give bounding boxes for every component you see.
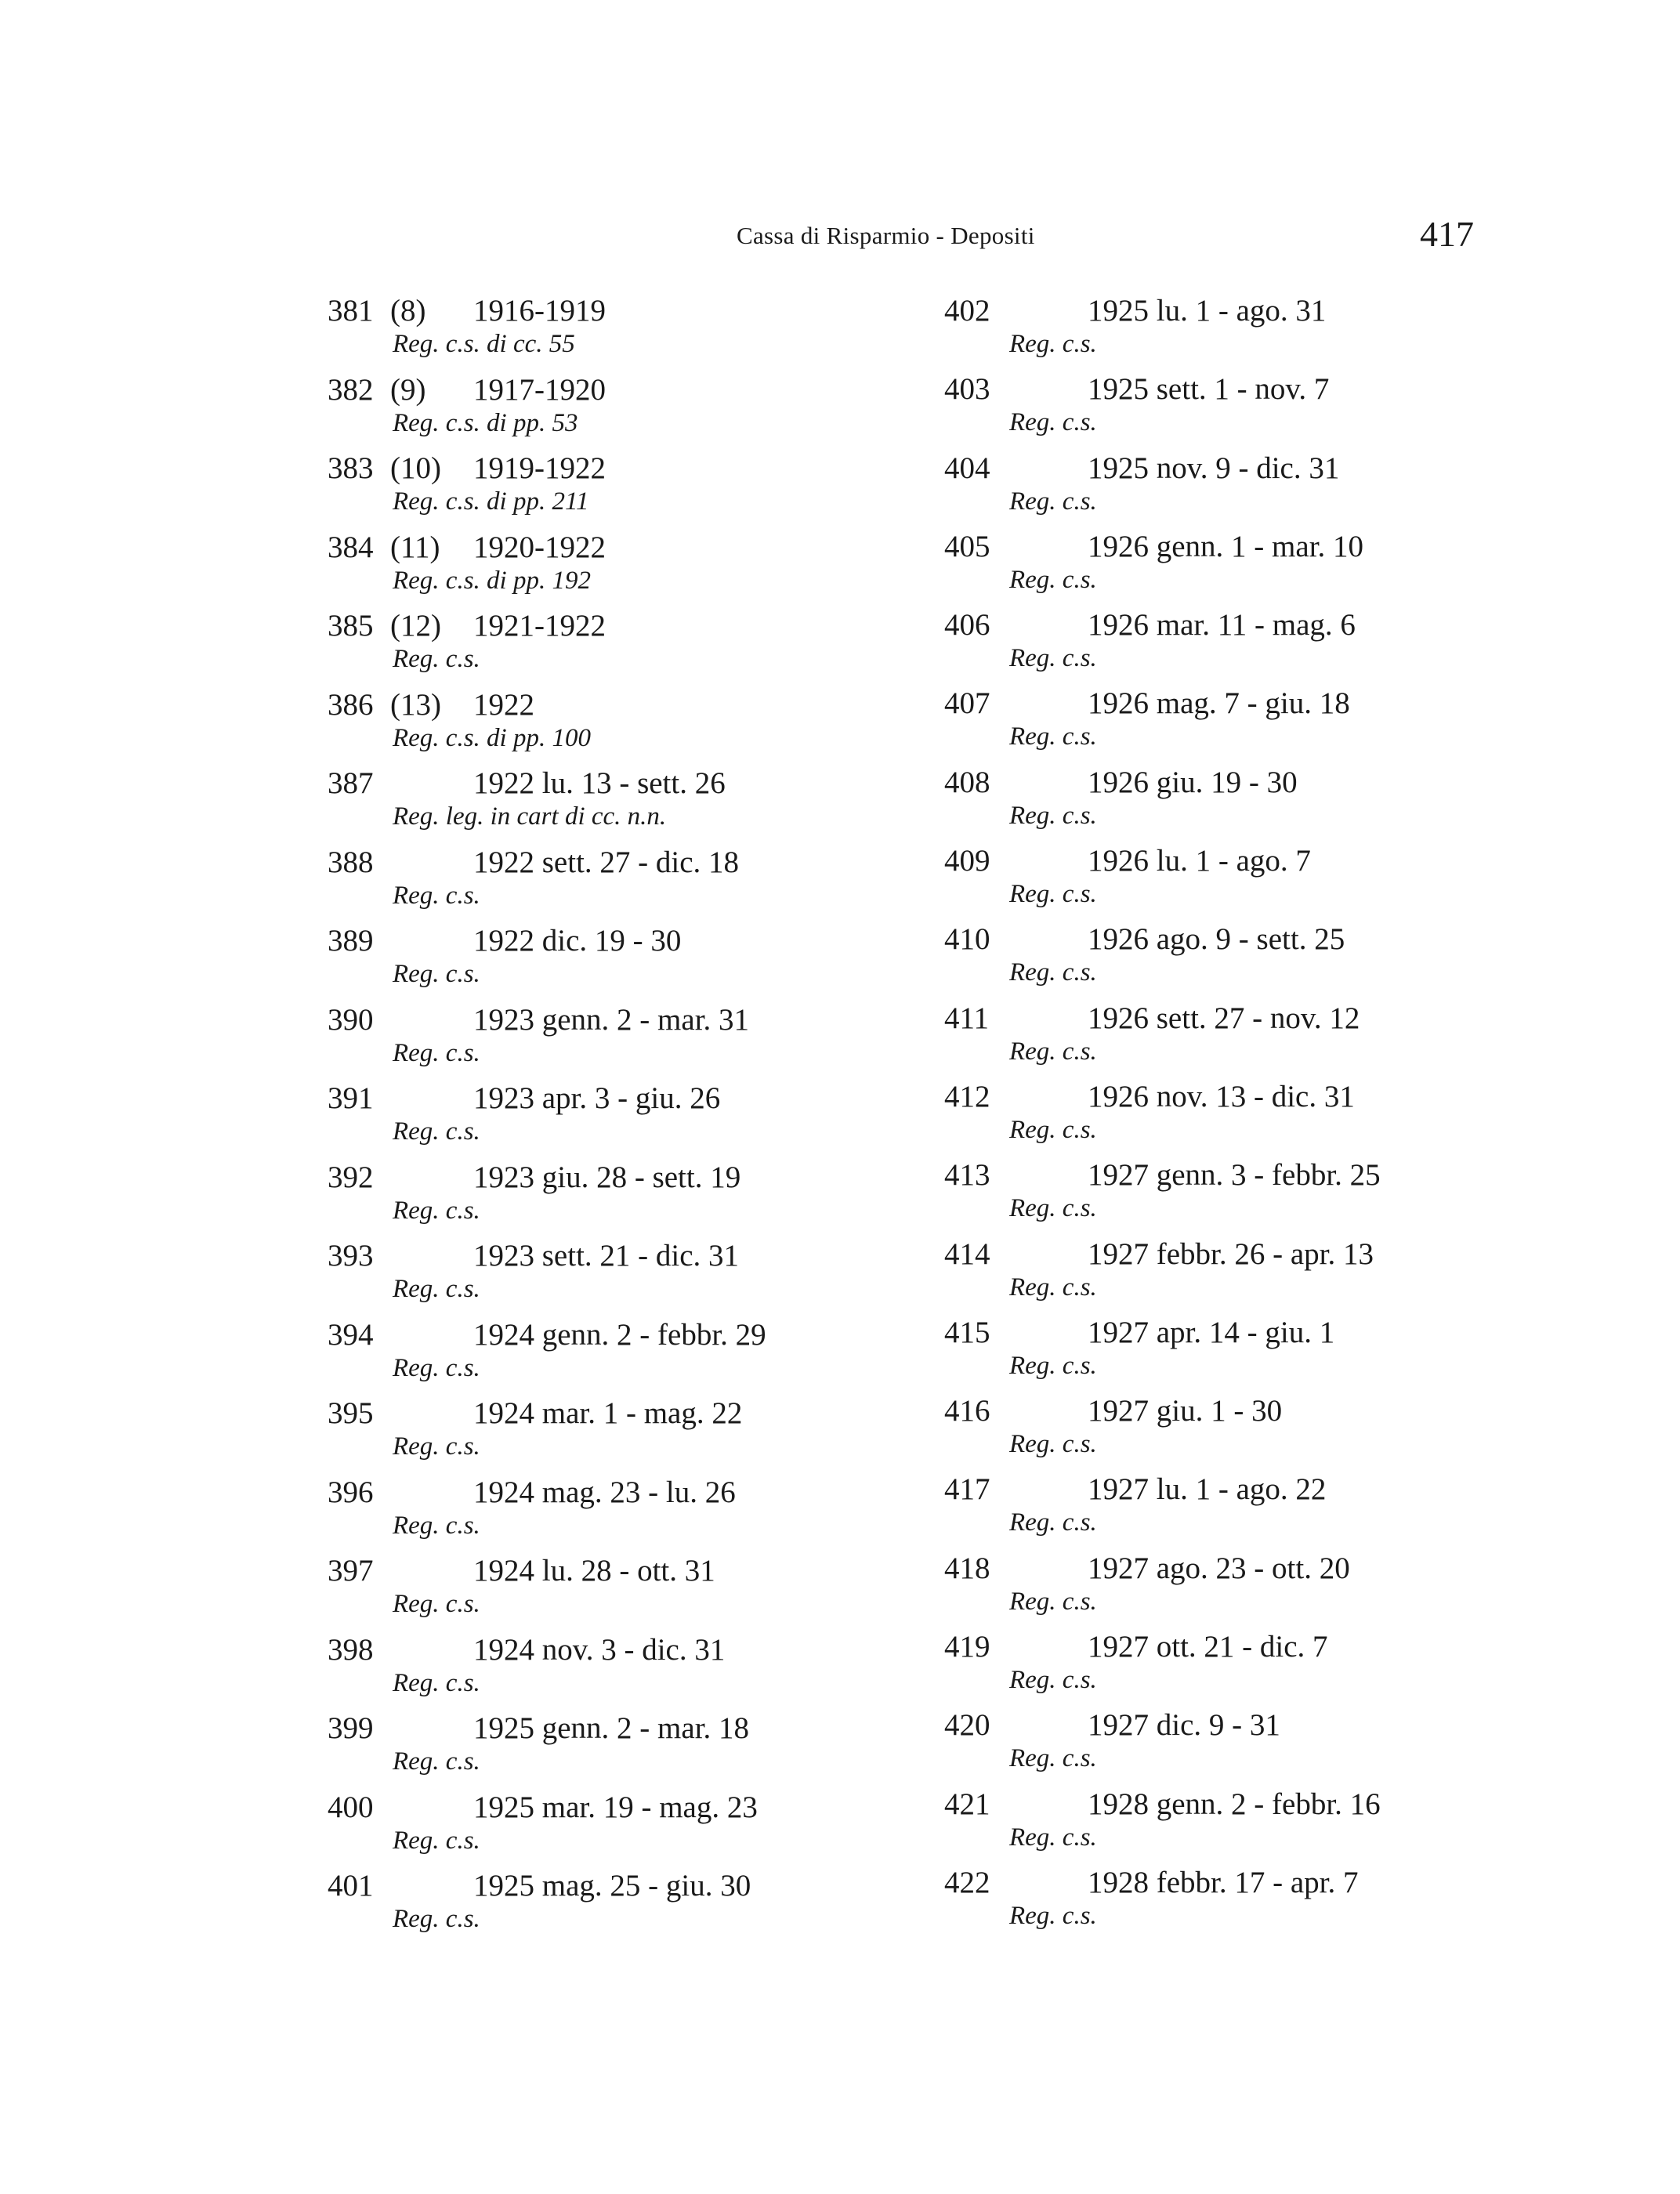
entry-date-range: 1925 lu. 1 - ago. 31	[1088, 294, 1327, 328]
entry-description: Reg. c.s.	[1009, 722, 1097, 751]
entry-description: Reg. c.s. di pp. 211	[393, 487, 589, 516]
entry-date-range: 1928 febbr. 17 - apr. 7	[1088, 1865, 1359, 1899]
entry-date-range: 1926 mar. 11 - mag. 6	[1088, 608, 1356, 643]
entry-description: Reg. c.s.	[1009, 1430, 1097, 1459]
entry-subnumber: (13)	[390, 687, 441, 722]
entry-description: Reg. c.s.	[393, 1117, 480, 1146]
entry-description: Reg. c.s.	[1009, 1901, 1097, 1930]
entry-date-range: 1923 sett. 21 - dic. 31	[473, 1239, 740, 1273]
entry-description: Reg. c.s.	[1009, 1666, 1097, 1695]
entry-date-range: 1926 nov. 13 - dic. 31	[1088, 1079, 1355, 1113]
entry-description: Reg. c.s.	[1009, 408, 1097, 437]
entry-date-range: 1927 febbr. 26 - apr. 13	[1088, 1236, 1374, 1271]
entry-date-range: 1927 genn. 3 - febbr. 25	[1088, 1158, 1381, 1193]
entry-description: Reg. c.s.	[1009, 565, 1097, 594]
entry-number: 400	[328, 1790, 374, 1824]
entry-number: 406	[944, 608, 990, 643]
entry-description: Reg. c.s.	[1009, 1194, 1097, 1223]
entry-number: 413	[944, 1158, 990, 1193]
entry-subnumber: (12)	[390, 609, 441, 643]
entry-date-range: 1924 mag. 23 - lu. 26	[473, 1475, 736, 1509]
entry-date-range: 1926 lu. 1 - ago. 7	[1088, 844, 1311, 878]
entry-number: 381	[328, 294, 374, 328]
entry-number: 409	[944, 844, 990, 878]
entry-description: Reg. c.s.	[393, 1196, 480, 1225]
entry-number: 407	[944, 686, 990, 721]
entry-description: Reg. c.s. di cc. 55	[393, 330, 575, 358]
entry-date-range: 1927 giu. 1 - 30	[1088, 1394, 1283, 1428]
entry-number: 393	[328, 1239, 374, 1273]
entry-date-range: 1926 genn. 1 - mar. 10	[1088, 529, 1364, 563]
entry-description: Reg. c.s.	[393, 1432, 480, 1461]
entry-description: Reg. c.s. di pp. 192	[393, 566, 591, 595]
entry-number: 408	[944, 765, 990, 799]
entry-number: 401	[328, 1869, 374, 1903]
entry-date-range: 1921-1922	[473, 609, 606, 643]
entry-date-range: 1922 sett. 27 - dic. 18	[473, 845, 740, 879]
entry-description: Reg. c.s.	[393, 645, 480, 673]
entry-subnumber: (11)	[390, 530, 440, 564]
entry-description: Reg. c.s.	[393, 1511, 480, 1540]
entry-date-range: 1925 mag. 25 - giu. 30	[473, 1869, 751, 1903]
entry-number: 410	[944, 922, 990, 957]
entry-number: 417	[944, 1472, 990, 1507]
entry-date-range: 1927 ago. 23 - ott. 20	[1088, 1551, 1350, 1585]
entry-number: 382	[328, 372, 374, 407]
entry-date-range: 1924 nov. 3 - dic. 31	[473, 1632, 726, 1667]
entry-number: 418	[944, 1551, 990, 1585]
entry-description: Reg. c.s.	[393, 1590, 480, 1618]
entry-number: 395	[328, 1396, 374, 1430]
entry-number: 398	[328, 1632, 374, 1667]
entry-description: Reg. c.s.	[1009, 958, 1097, 987]
entry-date-range: 1928 genn. 2 - febbr. 16	[1088, 1787, 1381, 1821]
entry-description: Reg. c.s.	[1009, 644, 1097, 673]
running-head: Cassa di Risparmio - Depositi	[737, 222, 1035, 249]
entry-number: 391	[328, 1081, 374, 1115]
entry-date-range: 1924 mar. 1 - mag. 22	[473, 1396, 743, 1430]
entry-description: Reg. c.s.	[1009, 880, 1097, 909]
entry-date-range: 1923 apr. 3 - giu. 26	[473, 1081, 721, 1115]
entry-date-range: 1925 genn. 2 - mar. 18	[473, 1711, 750, 1745]
entry-description: Reg. c.s.	[393, 1353, 480, 1382]
entry-date-range: 1927 dic. 9 - 31	[1088, 1708, 1280, 1743]
entry-date-range: 1925 nov. 9 - dic. 31	[1088, 451, 1340, 485]
entry-number: 421	[944, 1787, 990, 1821]
entry-date-range: 1925 sett. 1 - nov. 7	[1088, 372, 1330, 407]
entry-number: 402	[944, 294, 990, 328]
entry-date-range: 1927 lu. 1 - ago. 22	[1088, 1472, 1327, 1507]
entry-description: Reg. c.s.	[393, 1275, 480, 1303]
entry-date-range: 1916-1919	[473, 294, 606, 328]
entry-date-range: 1926 sett. 27 - nov. 12	[1088, 1001, 1360, 1035]
entry-description: Reg. c.s.	[393, 960, 480, 988]
entry-description: Reg. c.s.	[1009, 801, 1097, 830]
entry-number: 386	[328, 687, 374, 722]
entry-description: Reg. c.s.	[1009, 487, 1097, 516]
entry-number: 397	[328, 1554, 374, 1588]
entry-description: Reg. c.s.	[393, 1668, 480, 1697]
entry-description: Reg. c.s.	[393, 1905, 480, 1933]
entry-description: Reg. c.s.	[393, 1747, 480, 1776]
entry-date-range: 1922 dic. 19 - 30	[473, 924, 682, 958]
entry-number: 389	[328, 924, 374, 958]
entry-date-range: 1922	[473, 687, 534, 722]
entry-description: Reg. c.s.	[1009, 1508, 1097, 1537]
entry-number: 387	[328, 766, 374, 800]
entry-date-range: 1926 giu. 19 - 30	[1088, 765, 1298, 799]
entry-description: Reg. c.s.	[393, 1826, 480, 1855]
entry-description: Reg. c.s.	[1009, 1037, 1097, 1066]
entry-number: 420	[944, 1708, 990, 1743]
entry-date-range: 1917-1920	[473, 372, 606, 407]
entry-description: Reg. c.s.	[1009, 1115, 1097, 1144]
entry-number: 392	[328, 1160, 374, 1194]
entry-date-range: 1927 ott. 21 - dic. 7	[1088, 1630, 1328, 1664]
entry-date-range: 1920-1922	[473, 530, 606, 564]
entry-date-range: 1926 mag. 7 - giu. 18	[1088, 686, 1350, 721]
entry-date-range: 1923 genn. 2 - mar. 31	[473, 1002, 750, 1037]
entry-date-range: 1927 apr. 14 - giu. 1	[1088, 1315, 1335, 1349]
entry-number: 419	[944, 1630, 990, 1664]
entry-number: 385	[328, 609, 374, 643]
entry-subnumber: (9)	[390, 372, 426, 407]
entry-description: Reg. c.s.	[1009, 1587, 1097, 1616]
entry-number: 416	[944, 1394, 990, 1428]
entry-number: 405	[944, 529, 990, 563]
entry-description: Reg. c.s.	[1009, 330, 1097, 358]
entry-number: 411	[944, 1001, 990, 1035]
entry-number: 414	[944, 1236, 990, 1271]
entry-number: 394	[328, 1317, 374, 1352]
entry-date-range: 1925 mar. 19 - mag. 23	[473, 1790, 758, 1824]
entry-description: Reg. c.s. di pp. 100	[393, 723, 591, 752]
entry-date-range: 1924 lu. 28 - ott. 31	[473, 1554, 715, 1588]
entry-description: Reg. c.s.	[1009, 1273, 1097, 1302]
entry-description: Reg. c.s. di pp. 53	[393, 408, 578, 437]
entry-number: 422	[944, 1865, 990, 1899]
entry-number: 412	[944, 1079, 990, 1113]
entry-description: Reg. c.s.	[1009, 1351, 1097, 1380]
entry-description: Reg. c.s.	[393, 881, 480, 910]
entry-number: 396	[328, 1475, 374, 1509]
entry-number: 390	[328, 1002, 374, 1037]
entry-number: 388	[328, 845, 374, 879]
entry-number: 403	[944, 372, 990, 407]
entry-number: 384	[328, 530, 374, 564]
entry-number: 415	[944, 1315, 990, 1349]
entry-date-range: 1919-1922	[473, 451, 606, 485]
entry-date-range: 1926 ago. 9 - sett. 25	[1088, 922, 1345, 957]
entry-date-range: 1922 lu. 13 - sett. 26	[473, 766, 726, 800]
entry-description: Reg. c.s.	[393, 1038, 480, 1067]
entry-description: Reg. c.s.	[1009, 1823, 1097, 1852]
entry-subnumber: (8)	[390, 294, 426, 328]
entry-date-range: 1924 genn. 2 - febbr. 29	[473, 1317, 766, 1352]
entry-description: Reg. c.s.	[1009, 1744, 1097, 1773]
entry-number: 399	[328, 1711, 374, 1745]
entry-description: Reg. leg. in cart di cc. n.n.	[393, 802, 667, 831]
entry-number: 404	[944, 451, 990, 485]
entry-number: 383	[328, 451, 374, 485]
entry-date-range: 1923 giu. 28 - sett. 19	[473, 1160, 741, 1194]
entry-subnumber: (10)	[390, 451, 441, 485]
page-number: 417	[1420, 214, 1474, 254]
